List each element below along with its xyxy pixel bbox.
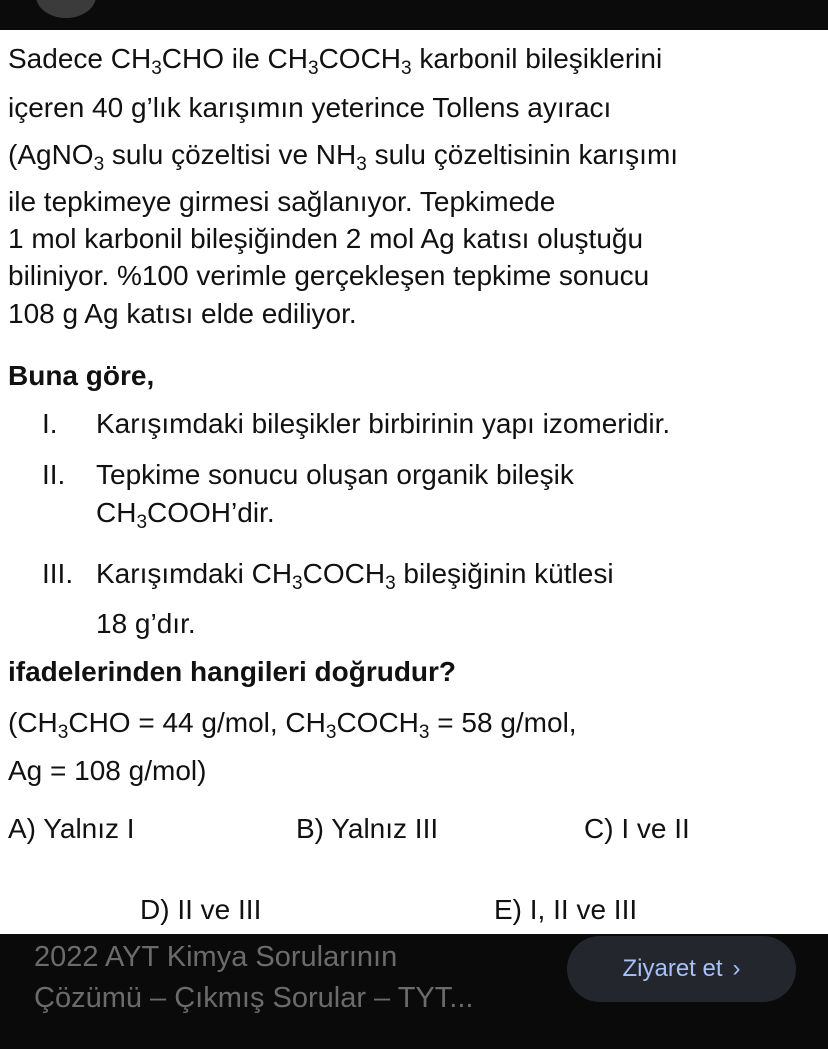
source-title[interactable]	[34, 937, 473, 1019]
option-a: A) Yalnız I	[8, 813, 135, 844]
option-c: C) I ve II	[584, 813, 690, 844]
statement-1-number: I.	[42, 408, 58, 439]
lead-text: Buna göre,	[8, 360, 155, 391]
question-line-1: Sadece $CH_3CHO$ ile $CH_3COCH_3$ karbonil bileşiklerini	[8, 43, 663, 79]
statement-3-text: Karışımdaki $CH_3COCH_3$ bileşiğinin kütlesi	[96, 558, 614, 594]
avatar[interactable]	[36, 0, 96, 18]
question-line-5: 1 mol karbonil bileşiğinden 2 mol Ag katısı oluştuğu	[8, 223, 644, 254]
given-line-1: ($CH_3CHO = 44$ g/mol, $CH_3COCH_3 = 58$ g/mol,	[8, 707, 577, 743]
visit-button[interactable]	[567, 936, 796, 1002]
question-line-4: ile tepkimeye girmesi sağlanıyor. Tepkimede	[8, 186, 556, 217]
question-prompt: ifadelerinden hangileri doğrudur?	[8, 656, 457, 687]
question-line-2: içeren 40 g’lık karışımın yeterince Tollens ayıracı	[8, 92, 612, 123]
option-b: B) Yalnız III	[296, 813, 439, 844]
source-footer	[0, 934, 828, 1049]
statement-3-number: III.	[42, 558, 74, 589]
statement-2-text: Tepkime sonucu oluşan organik bileşik	[96, 459, 574, 490]
source-title-line-1: 2022 AYT Kimya Sorularının	[34, 941, 398, 973]
given-line-2: Ag = 108 g/mol)	[8, 755, 207, 786]
statement-2-number: II.	[42, 459, 66, 490]
statement-1-text: Karışımdaki bileşikler birbirinin yapı izomeridir.	[96, 408, 671, 439]
option-e: E) I, II ve III	[494, 894, 638, 925]
question-line-7: 108 g Ag katısı elde ediliyor.	[8, 298, 357, 329]
question-image	[0, 30, 828, 934]
statement-3-text-cont: 18 g’dır.	[96, 608, 196, 639]
chevron-right-icon: ›	[732, 955, 741, 982]
option-d: D) II ve III	[140, 894, 262, 925]
visit-label: Ziyaret et	[622, 955, 723, 982]
statement-2-text-cont: $CH_3COOH’dir$.	[96, 497, 275, 533]
source-title-line-2: Çözümü – Çıkmış Sorular – TYT...	[34, 982, 474, 1014]
question-line-3: (AgNO$_3$ sulu çözeltisi ve $NH_3$ sulu çözeltisinin karışımı	[8, 139, 679, 175]
question-line-6: biliniyor. %100 verimle gerçekleşen tepkime sonucu	[8, 260, 650, 291]
top-bar	[0, 0, 828, 30]
